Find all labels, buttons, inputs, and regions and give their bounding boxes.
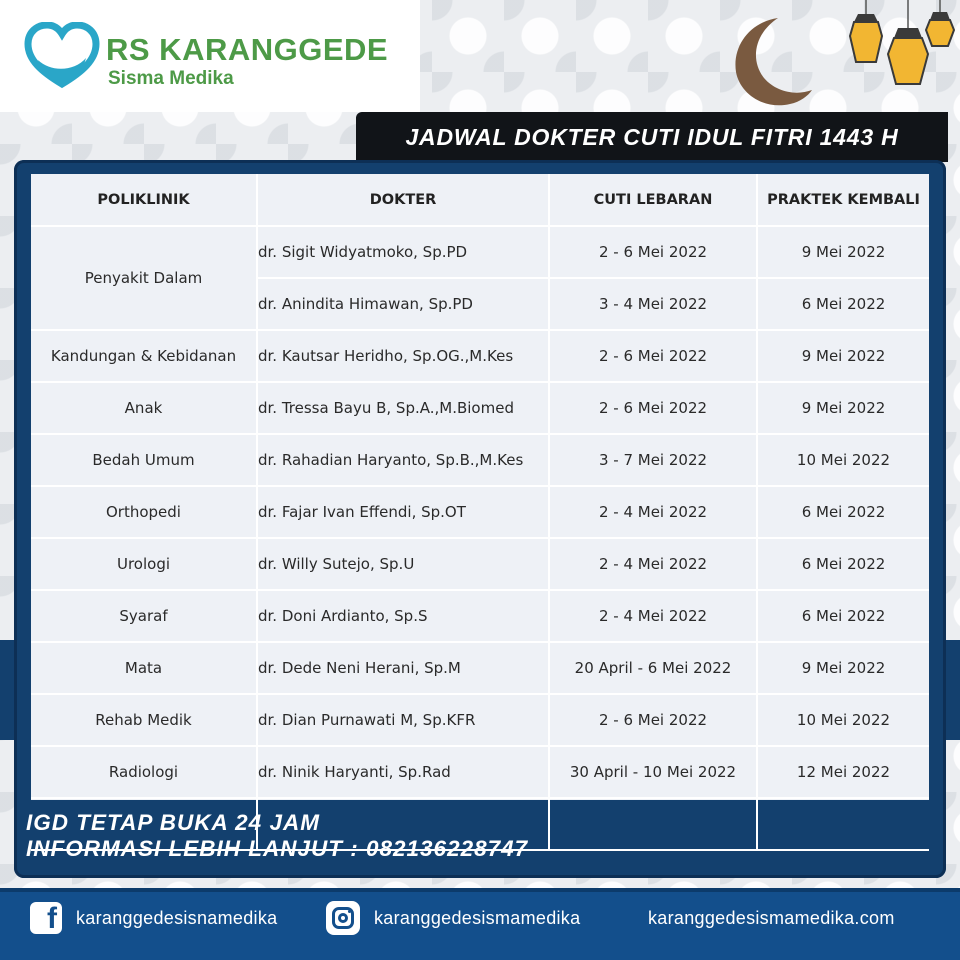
poli-cell: Urologi	[31, 538, 257, 590]
doctor-cell: dr. Sigit Widyatmoko, Sp.PD	[257, 226, 549, 278]
doctor-cell: dr. Rahadian Haryanto, Sp.B.,M.Kes	[257, 434, 549, 486]
doctor-cell: dr. Ninik Haryanti, Sp.Rad	[257, 746, 549, 798]
side-decoration-left	[0, 640, 14, 740]
table-row	[31, 226, 929, 278]
table-row	[31, 486, 929, 538]
cuti-cell: 2 - 4 Mei 2022	[549, 486, 757, 538]
lanterns-icon	[836, 0, 960, 96]
table-header-row	[31, 174, 929, 226]
poli-cell: Rehab Medik	[31, 694, 257, 746]
kembali-cell	[757, 798, 929, 850]
footer-notes	[26, 810, 528, 862]
table-row	[31, 330, 929, 382]
kembali-cell: 9 Mei 2022	[757, 226, 929, 278]
kembali-cell: 9 Mei 2022	[757, 382, 929, 434]
cuti-cell: 30 April - 10 Mei 2022	[549, 746, 757, 798]
poli-cell: Orthopedi	[31, 486, 257, 538]
cuti-cell: 2 - 4 Mei 2022	[549, 538, 757, 590]
doctor-cell: dr. Dian Purnawati M, Sp.KFR	[257, 694, 549, 746]
facebook-handle[interactable]: karanggedesisnamedika	[76, 907, 278, 928]
doctor-cell: dr. Fajar Ivan Effendi, Sp.OT	[257, 486, 549, 538]
doctor-cell: dr. Dede Neni Herani, Sp.M	[257, 642, 549, 694]
schedule-table	[31, 174, 929, 851]
side-decoration-right	[946, 640, 960, 740]
igd-note: IGD TETAP BUKA 24 JAM	[26, 810, 320, 835]
cuti-cell: 20 April - 6 Mei 2022	[549, 642, 757, 694]
facebook-link[interactable]	[30, 900, 277, 936]
info-note: INFORMASI LEBIH LANJUT : 082136228747	[26, 836, 529, 861]
kembali-cell: 9 Mei 2022	[757, 330, 929, 382]
kembali-cell: 6 Mei 2022	[757, 538, 929, 590]
table-row	[31, 746, 929, 798]
cuti-cell: 3 - 4 Mei 2022	[549, 278, 757, 330]
instagram-icon	[326, 901, 360, 935]
poli-cell: Bedah Umum	[31, 434, 257, 486]
header-poliklinik: POLIKLINIK	[31, 174, 257, 226]
kembali-cell: 10 Mei 2022	[757, 694, 929, 746]
cuti-cell: 3 - 7 Mei 2022	[549, 434, 757, 486]
cuti-cell: 2 - 6 Mei 2022	[549, 694, 757, 746]
cuti-cell: 2 - 6 Mei 2022	[549, 382, 757, 434]
table-row	[31, 642, 929, 694]
header-praktek-kembali: PRAKTEK KEMBALI	[757, 174, 929, 226]
title-banner	[356, 112, 948, 162]
header-dokter: DOKTER	[257, 174, 549, 226]
website-link[interactable]	[648, 900, 895, 936]
doctor-cell: dr. Tressa Bayu B, Sp.A.,M.Biomed	[257, 382, 549, 434]
website-url[interactable]: karanggedesismamedika.com	[648, 907, 895, 928]
instagram-link[interactable]	[326, 900, 580, 936]
poli-cell: Syaraf	[31, 590, 257, 642]
header-cuti-lebaran: CUTI LEBARAN	[549, 174, 757, 226]
cuti-cell	[549, 798, 757, 850]
kembali-cell: 6 Mei 2022	[757, 486, 929, 538]
doctor-cell: dr. Anindita Himawan, Sp.PD	[257, 278, 549, 330]
cuti-cell: 2 - 6 Mei 2022	[549, 226, 757, 278]
kembali-cell: 12 Mei 2022	[757, 746, 929, 798]
poli-cell: Kandungan & Kebidanan	[31, 330, 257, 382]
doctor-cell: dr. Kautsar Heridho, Sp.OG.,M.Kes	[257, 330, 549, 382]
crescent-moon-icon	[720, 14, 820, 110]
facebook-icon: f	[30, 902, 62, 934]
header-logo-area	[0, 0, 420, 112]
brand-subtitle: Sisma Medika	[108, 68, 234, 89]
cuti-cell: 2 - 6 Mei 2022	[549, 330, 757, 382]
instagram-handle[interactable]: karanggedesismamedika	[374, 907, 581, 928]
doctor-cell: dr. Doni Ardianto, Sp.S	[257, 590, 549, 642]
table-row	[31, 538, 929, 590]
poli-cell: Penyakit Dalam	[31, 226, 257, 330]
page-title: JADWAL DOKTER CUTI IDUL FITRI 1443 H	[405, 123, 899, 150]
table-row	[31, 434, 929, 486]
cuti-cell: 2 - 4 Mei 2022	[549, 590, 757, 642]
kembali-cell: 10 Mei 2022	[757, 434, 929, 486]
hospital-logo-icon	[24, 22, 100, 92]
kembali-cell: 6 Mei 2022	[757, 278, 929, 330]
table-row	[31, 694, 929, 746]
schedule-table-container	[31, 174, 929, 800]
kembali-cell: 6 Mei 2022	[757, 590, 929, 642]
table-row	[31, 590, 929, 642]
poli-cell: Mata	[31, 642, 257, 694]
table-row	[31, 382, 929, 434]
poli-cell: Radiologi	[31, 746, 257, 798]
doctor-cell: dr. Willy Sutejo, Sp.U	[257, 538, 549, 590]
poli-cell: Anak	[31, 382, 257, 434]
kembali-cell: 9 Mei 2022	[757, 642, 929, 694]
brand-name: RS KARANGGEDE	[106, 32, 389, 67]
